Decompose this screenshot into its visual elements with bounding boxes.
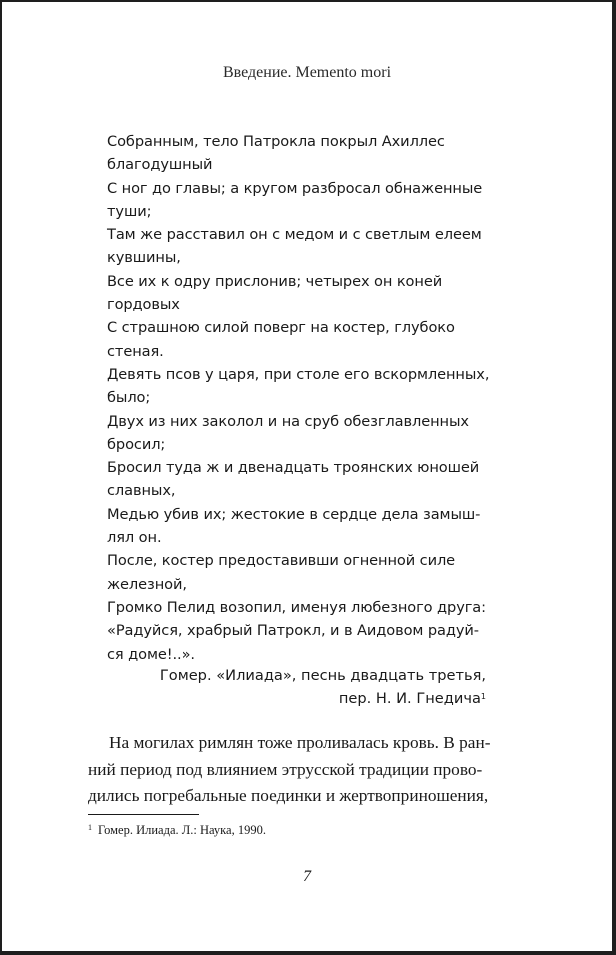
book-page [2,2,612,951]
body-paragraph [88,730,528,810]
poem-epigraph [107,130,507,666]
poem-line: Громко Пелид возопил, именуя любезного друга: [107,598,486,616]
poem-line: Все их к одру прислонив; четырех он коней [107,272,443,290]
attribution-source: Гомер. «Илиада», песнь двадцать третья, [159,667,486,684]
poem-line: С ног до главы; а кругом разбросал обнаженные [107,179,483,197]
footnote-mark: 1 [88,823,92,832]
poem-line: славных, [107,482,176,500]
body-line: дились погребальные поединки и жертвоприношения, [88,786,489,805]
poem-line: кувшины, [107,249,181,267]
poem-line: Собранным, тело Патрокла покрыл Ахиллес [107,133,445,150]
poem-line: гордовых [107,296,180,314]
poem-attribution [107,664,486,711]
poem-line: Бросил туда ж и двенадцать троянских юношей [107,459,480,477]
poem-line: стеная. [107,342,164,360]
poem-line: Девять псов у царя, при столе его вскормленных, [107,365,490,383]
poem-line: «Радуйся, храбрый Патрокл, и в Аидовом радуй- [107,622,479,640]
body-line: ний период под влиянием этрусской традиции прово- [88,759,483,779]
body-line: На могилах римлян тоже проливалась кровь. В ран- [109,733,491,752]
poem-line: туши; [107,202,152,220]
running-head: Введение. Memento mori [222,64,392,81]
poem-line: было; [107,389,151,407]
footnote [88,823,266,838]
poem-line: ся доме!..». [107,645,195,663]
poem-line: благодушный [107,156,213,174]
poem-line: Медью убив их; жестокие в сердце дела замыш- [107,505,481,523]
footnote-reference[interactable]: 1 [480,692,486,702]
poem-line: бросил; [107,435,166,453]
poem-line: После, костер предоставивши огненной силе [107,552,456,570]
poem-line: Двух из них заколол и на сруб обезглавленных [107,412,469,430]
page-number: 7 [303,868,311,885]
poem-line: С страшною силой поверг на костер, глубоко [107,319,455,337]
footnote-text: Гомер. Илиада. Л.: Наука, 1990. [98,823,266,837]
footnote-separator [88,814,199,815]
poem-line: Там же расставил он с медом и с светлым елеем [107,226,482,244]
attribution-translator: пер. Н. И. Гнедича$^1$ [338,690,486,708]
poem-line: лял он. [107,529,162,547]
poem-line: железной, [107,575,187,593]
